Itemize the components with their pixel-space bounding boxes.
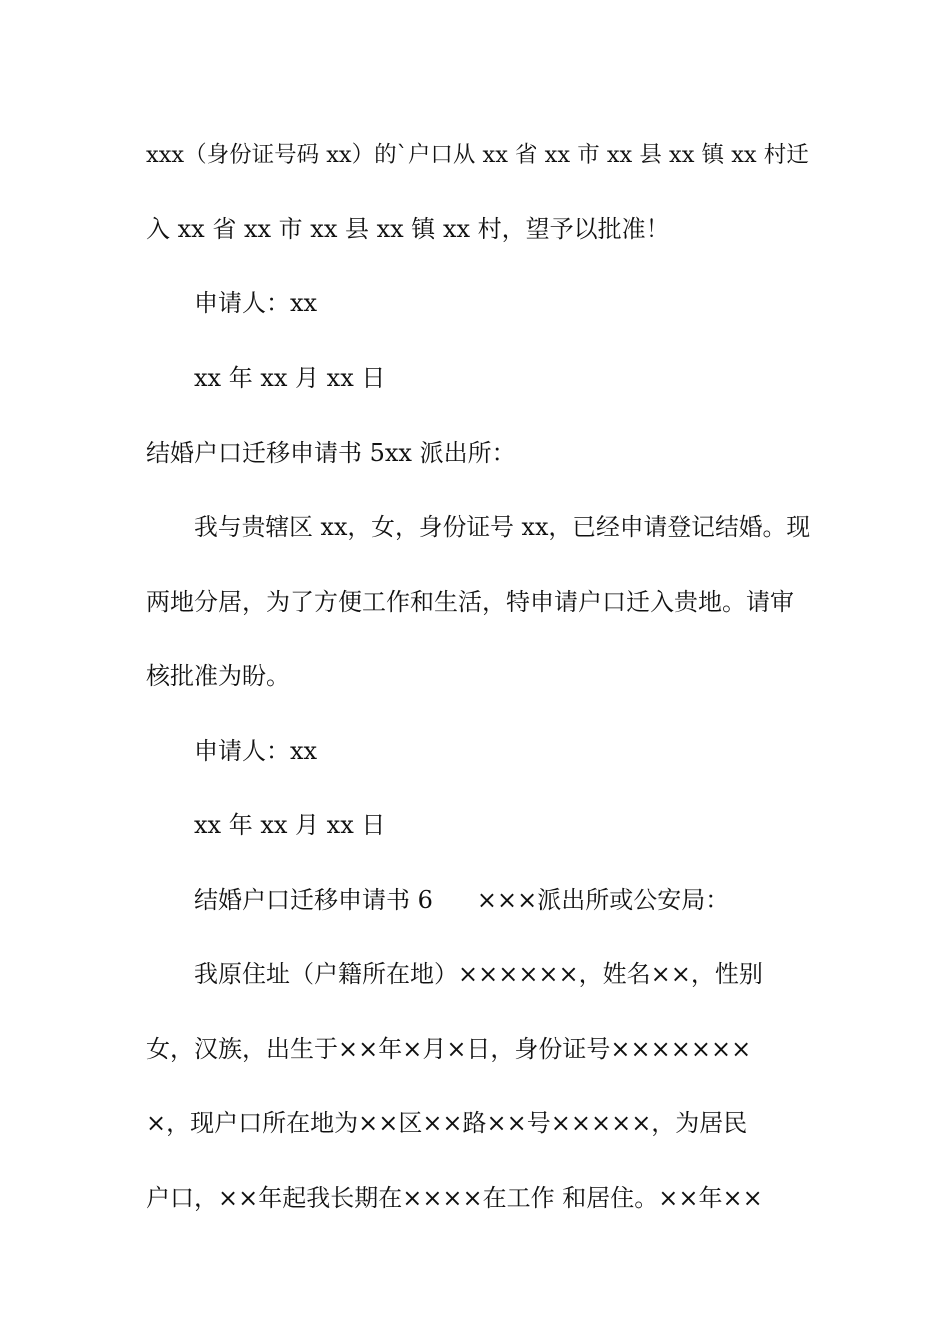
paragraph-line-1: xxx（身份证号码 xx）的`户口从 xx 省 xx 市 xx 县 xx 镇 xx 村迁 [146, 142, 809, 168]
section-heading-6-recipient: ×××派出所或公安局： [476, 886, 730, 914]
paragraph-line-6: 我原住址（户籍所在地）××××××，姓名××，性别 [194, 960, 763, 988]
paragraph-line-5: 核批准为盼。 [146, 662, 290, 690]
date-line-2: xx 年 xx 月 xx 日 [194, 811, 386, 839]
paragraph-line-7: 女，汉族，出生于××年×月×日，身份证号××××××× [146, 1035, 752, 1063]
applicant-line-1: 申请人：xx [194, 289, 318, 317]
section-heading-6-title: 结婚户口迁移申请书 6 [194, 886, 433, 914]
paragraph-line-2: 入 xx 省 xx 市 xx 县 xx 镇 xx 村，望予以批准！ [146, 215, 670, 243]
paragraph-line-9: 户口，××年起我长期在××××在工作 和居住。××年×× [146, 1184, 763, 1212]
paragraph-line-4: 两地分居，为了方便工作和生活，特申请户口迁入贵地。请审 [146, 588, 794, 616]
date-line-1: xx 年 xx 月 xx 日 [194, 364, 386, 392]
section-heading-5: 结婚户口迁移申请书 5xx 派出所： [146, 439, 516, 467]
applicant-line-2: 申请人：xx [194, 737, 318, 765]
section-heading-6 [194, 885, 810, 915]
paragraph-line-8: ×，现户口所在地为××区××路××号×××××，为居民 [146, 1109, 748, 1137]
paragraph-line-3: 我与贵辖区 xx，女，身份证号 xx，已经申请登记结婚。现 [194, 513, 811, 541]
